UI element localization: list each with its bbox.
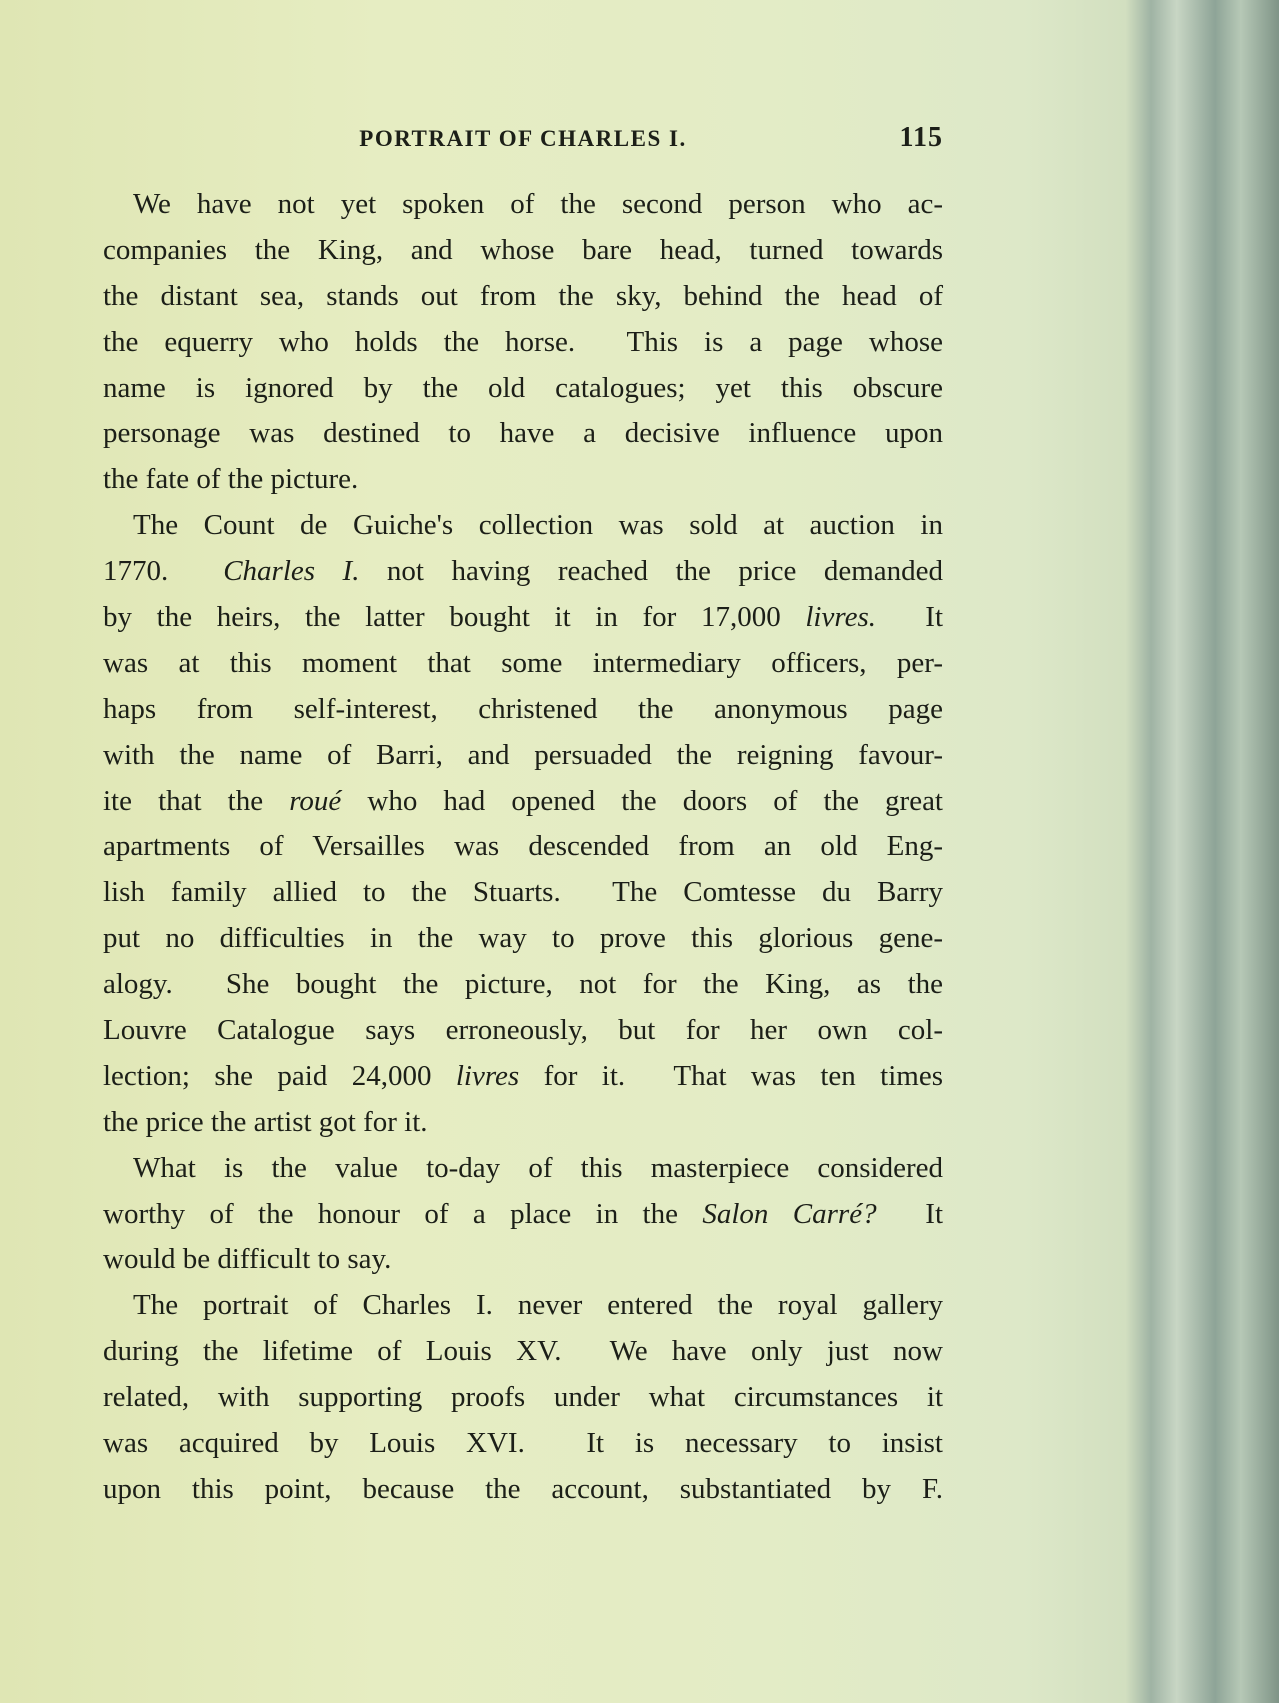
text-line xyxy=(103,1469,943,1515)
italic-text: Charles I. xyxy=(223,555,360,588)
text-segment: What is the value to-day of this masterpiece considered xyxy=(133,1151,943,1184)
text-segment: name is ignored by the old catalogues; yet this obscure xyxy=(103,371,943,404)
text-segment: lish family allied to the Stuarts. The Comtesse du Barry xyxy=(103,876,943,909)
text-segment: personage was destined to have a decisive influence upon xyxy=(103,417,943,450)
text-segment: The Count de Guiche's collection was sold at auction in xyxy=(133,509,943,542)
text-segment: would be difficult to say. xyxy=(103,1243,392,1276)
text-line xyxy=(103,689,943,735)
text-segment: by the heirs, the latter bought it in for 17,000 xyxy=(103,601,806,634)
text-line xyxy=(103,1148,943,1194)
text-line xyxy=(103,1010,943,1056)
text-line xyxy=(103,413,943,459)
text-line xyxy=(103,781,943,827)
text-segment: with the name of Barri, and persuaded the reigning favour- xyxy=(103,738,943,771)
text-segment: lection; she paid 24,000 xyxy=(103,1059,456,1092)
text-segment: apartments of Versailles was descended from an old Eng- xyxy=(103,830,943,863)
text-line xyxy=(103,872,943,918)
text-line xyxy=(103,643,943,689)
italic-text: Salon Carré? xyxy=(702,1197,877,1230)
text-line xyxy=(103,1239,943,1285)
text-segment: alogy. She bought the picture, not for the King, as the xyxy=(103,968,943,1001)
text-line xyxy=(103,459,943,505)
body-text xyxy=(103,184,943,1515)
text-segment: the distant sea, stands out from the sky, behind the head of xyxy=(103,279,943,312)
text-segment: put no difficulties in the way to prove this glorious gene- xyxy=(103,922,943,955)
text-segment: for it. That was ten times xyxy=(519,1059,943,1092)
text-line xyxy=(103,230,943,276)
text-line xyxy=(103,368,943,414)
text-segment: related, with supporting proofs under what circumstances it xyxy=(103,1381,943,1414)
text-segment: the equerry who holds the horse. This is a page whose xyxy=(103,325,943,358)
text-line xyxy=(103,735,943,781)
text-line xyxy=(103,1194,943,1240)
text-segment: was at this moment that some intermediary officers, per- xyxy=(103,646,943,679)
text-line xyxy=(103,918,943,964)
text-segment: was acquired by Louis XVI. It is necessary to insist xyxy=(103,1427,943,1460)
page-number: 115 xyxy=(899,122,943,153)
italic-text: livres xyxy=(455,1059,520,1092)
text-segment: companies the King, and whose bare head, turned towards xyxy=(103,233,943,266)
italic-text: roué xyxy=(289,784,342,817)
text-line xyxy=(103,1331,943,1377)
text-line xyxy=(103,276,943,322)
text-line xyxy=(103,1377,943,1423)
text-segment: worthy of the honour of a place in the xyxy=(103,1197,703,1230)
page-header xyxy=(103,122,943,158)
text-line xyxy=(103,964,943,1010)
text-line xyxy=(103,322,943,368)
text-line xyxy=(103,1102,943,1148)
text-line xyxy=(103,597,943,643)
text-segment: the price the artist got for it. xyxy=(103,1105,428,1138)
text-segment: during the lifetime of Louis XV. We have only just now xyxy=(103,1335,943,1368)
text-segment: We have not yet spoken of the second person who ac- xyxy=(133,188,943,220)
text-segment: not having reached the price demanded xyxy=(359,555,944,588)
text-segment: ite that the xyxy=(103,784,290,817)
text-segment: upon this point, because the account, substantiated by F. xyxy=(103,1472,943,1505)
text-segment: Louvre Catalogue says erroneously, but for her own col- xyxy=(103,1014,943,1047)
text-segment: It xyxy=(876,1197,944,1230)
text-segment: It xyxy=(875,601,944,634)
running-title: PORTRAIT OF CHARLES I. xyxy=(359,126,687,151)
text-line xyxy=(103,1285,943,1331)
text-line xyxy=(103,826,943,872)
text-line xyxy=(103,505,943,551)
text-segment: the fate of the picture. xyxy=(103,463,359,496)
text-segment: 1770. xyxy=(103,555,224,588)
text-line xyxy=(103,1423,943,1469)
text-line xyxy=(103,551,943,597)
text-segment: haps from self-interest, christened the anonymous page xyxy=(103,692,943,725)
italic-text: livres. xyxy=(805,601,876,634)
text-segment: who had opened the doors of the great xyxy=(341,784,943,817)
text-line xyxy=(103,1056,943,1102)
text-line xyxy=(103,184,943,230)
text-segment: The portrait of Charles I. never entered the royal gallery xyxy=(133,1289,943,1322)
